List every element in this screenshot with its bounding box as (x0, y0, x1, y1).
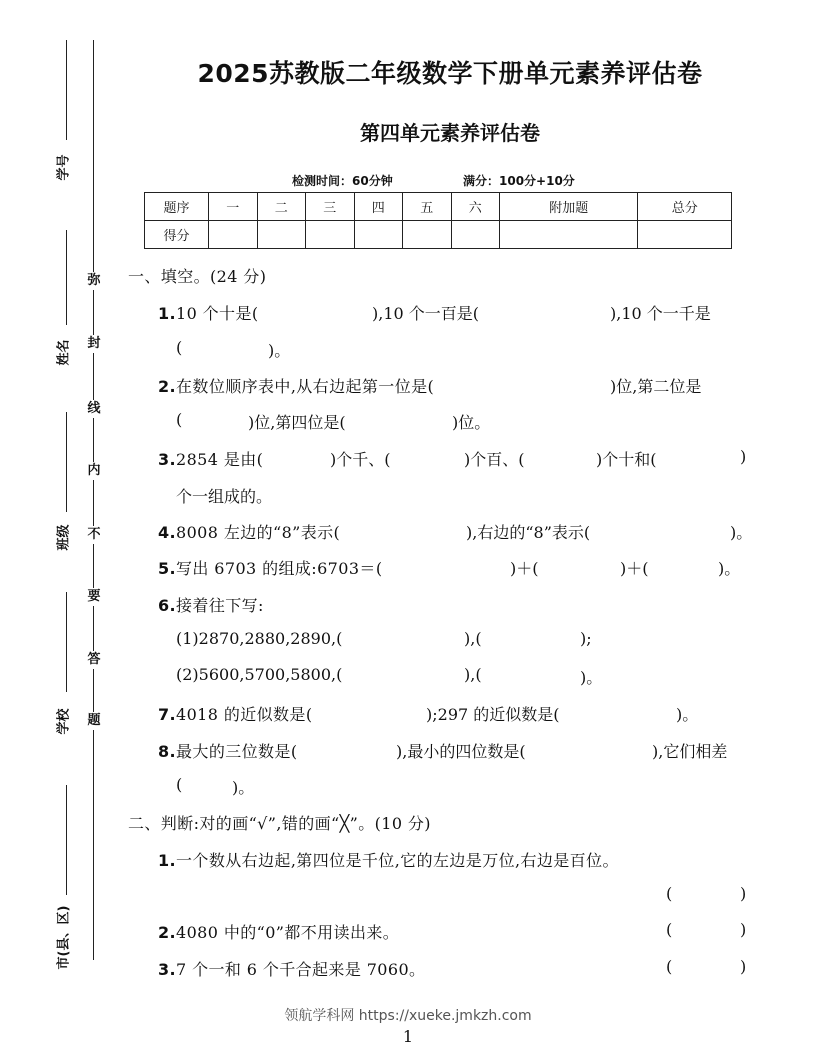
question-number: 1. (158, 851, 177, 870)
exam-time: 检测时间：60分钟 (292, 174, 393, 188)
judge-question-1 (158, 848, 619, 871)
question-text: )位,第四位是( (248, 413, 346, 432)
question-text: ),右边的“8”表示( (466, 523, 591, 542)
score-cell[interactable] (257, 221, 306, 249)
table-cell: 题序 (145, 193, 209, 221)
score-cell[interactable] (354, 221, 403, 249)
section-1-heading: 一、填空。(24 分) (128, 267, 267, 286)
question-text: )＋( (620, 559, 649, 578)
score-table-header-row (145, 193, 732, 221)
question-text: )个百、( (464, 450, 525, 469)
question-text: 7 个一和 6 个千合起来是 7060。 (176, 960, 426, 979)
question-text: (2)5600,5700,5800,( (176, 665, 343, 684)
seal-char: 不 (87, 527, 101, 542)
answer-paren-close[interactable]: ) (740, 957, 747, 976)
judge-question-3 (158, 957, 425, 980)
answer-paren-open[interactable]: ( (666, 920, 673, 939)
question-2 (158, 374, 434, 397)
question-text: ) (740, 447, 747, 466)
score-cell[interactable] (451, 221, 500, 249)
table-cell: 四 (354, 193, 403, 221)
answer-paren-open[interactable]: ( (666, 884, 673, 903)
table-cell: 二 (257, 193, 306, 221)
question-8 (158, 739, 297, 762)
score-cell[interactable] (638, 221, 732, 249)
question-text: );297 的近似数是( (426, 705, 560, 724)
question-number: 3. (158, 960, 177, 979)
score-cell[interactable] (403, 221, 452, 249)
question-text: (1)2870,2880,2890,( (176, 629, 343, 648)
binding-line-outer-5 (66, 785, 67, 895)
question-7 (158, 702, 312, 725)
question-number: 2. (158, 377, 177, 396)
question-number: 4. (158, 523, 177, 542)
question-text: )个十和( (596, 450, 657, 469)
question-text: ),( (464, 629, 482, 648)
table-cell: 六 (451, 193, 500, 221)
question-text: 8008 左边的“8”表示( (176, 523, 341, 542)
label-city: 市(县、区) (56, 905, 72, 970)
seal-char: 要 (87, 589, 101, 604)
footer-site: 领航学科网 https://xueke.jmkzh.com (284, 1008, 532, 1024)
label-name: 姓名 (56, 339, 72, 366)
question-text: ),10 个一百是( (372, 304, 480, 323)
question-text: ),( (464, 665, 482, 684)
question-text: ( (176, 338, 183, 357)
question-text: 个一组成的。 (176, 487, 273, 506)
seal-char: 答 (87, 652, 101, 667)
page-number: 1 (402, 1027, 414, 1046)
question-3 (158, 447, 263, 470)
question-text: )。 (718, 559, 741, 578)
table-cell: 五 (403, 193, 452, 221)
table-cell: 一 (209, 193, 258, 221)
score-cell[interactable] (209, 221, 258, 249)
page-title: 2025苏教版二年级数学下册单元素养评估卷 (197, 59, 703, 88)
score-table-score-row (145, 221, 732, 249)
binding-line-inner (93, 40, 94, 960)
binding-line-outer-2 (66, 230, 67, 325)
section-2-heading: 二、判断:对的画“√”,错的画“╳”。(10 分) (128, 814, 431, 833)
question-text: )位。 (452, 413, 491, 432)
question-text: 2854 是由( (176, 450, 264, 469)
question-number: 5. (158, 559, 177, 578)
full-score: 满分：100分+10分 (463, 174, 575, 188)
question-text: 最大的三位数是( (176, 742, 298, 761)
question-text: 在数位顺序表中,从右边起第一位是( (176, 377, 435, 396)
question-text: )个千、( (330, 450, 391, 469)
question-6 (158, 593, 264, 616)
question-4 (158, 520, 340, 543)
answer-paren-close[interactable]: ) (740, 920, 747, 939)
score-cell[interactable] (306, 221, 355, 249)
table-cell: 得分 (145, 221, 209, 249)
question-1 (158, 301, 259, 324)
question-text: )。 (268, 341, 291, 360)
question-text: ),最小的四位数是( (396, 742, 526, 761)
label-school: 学校 (56, 708, 72, 735)
question-text: 4080 中的“0”都不用读出来。 (176, 923, 400, 942)
seal-char: 内 (87, 463, 101, 478)
question-number: 3. (158, 450, 177, 469)
answer-paren-open[interactable]: ( (666, 957, 673, 976)
label-student-id: 学号 (56, 154, 72, 181)
question-text: 接着往下写: (176, 596, 264, 615)
table-cell: 三 (306, 193, 355, 221)
question-text: )位,第二位是 (610, 377, 702, 396)
question-text: 4018 的近似数是( (176, 705, 313, 724)
question-text: ( (176, 775, 183, 794)
question-text: )。 (676, 705, 699, 724)
question-number: 2. (158, 923, 177, 942)
binding-strip (0, 0, 110, 1056)
question-text: 10 个十是( (176, 304, 259, 323)
question-text: ),它们相差 (652, 742, 728, 761)
answer-paren-close[interactable]: ) (740, 884, 747, 903)
score-table (144, 192, 732, 249)
page-subtitle: 第四单元素养评估卷 (360, 121, 540, 145)
question-number: 8. (158, 742, 177, 761)
question-text: )＋( (510, 559, 539, 578)
question-text: ( (176, 410, 183, 429)
binding-line-outer-3 (66, 412, 67, 512)
question-text: 一个数从右边起,第四位是千位,它的左边是万位,右边是百位。 (176, 851, 619, 870)
question-text: 写出 6703 的组成:6703＝( (176, 559, 383, 578)
seal-char: 封 (87, 336, 101, 351)
question-number: 1. (158, 304, 177, 323)
question-text: ); (580, 629, 592, 648)
binding-line-outer-4 (66, 592, 67, 692)
score-cell[interactable] (500, 221, 638, 249)
question-text: )。 (580, 668, 603, 687)
seal-char: 弥 (87, 273, 101, 288)
judge-question-2 (158, 920, 399, 943)
table-cell: 总分 (638, 193, 732, 221)
question-text: ),10 个一千是 (610, 304, 711, 323)
seal-char: 线 (87, 401, 101, 416)
question-number: 7. (158, 705, 177, 724)
seal-char: 题 (87, 713, 101, 728)
question-text: )。 (730, 523, 753, 542)
label-class: 班级 (56, 524, 72, 551)
binding-line-outer-1 (66, 40, 67, 140)
question-text: )。 (232, 778, 255, 797)
question-number: 6. (158, 596, 177, 615)
question-5 (158, 556, 382, 579)
table-cell: 附加题 (500, 193, 638, 221)
